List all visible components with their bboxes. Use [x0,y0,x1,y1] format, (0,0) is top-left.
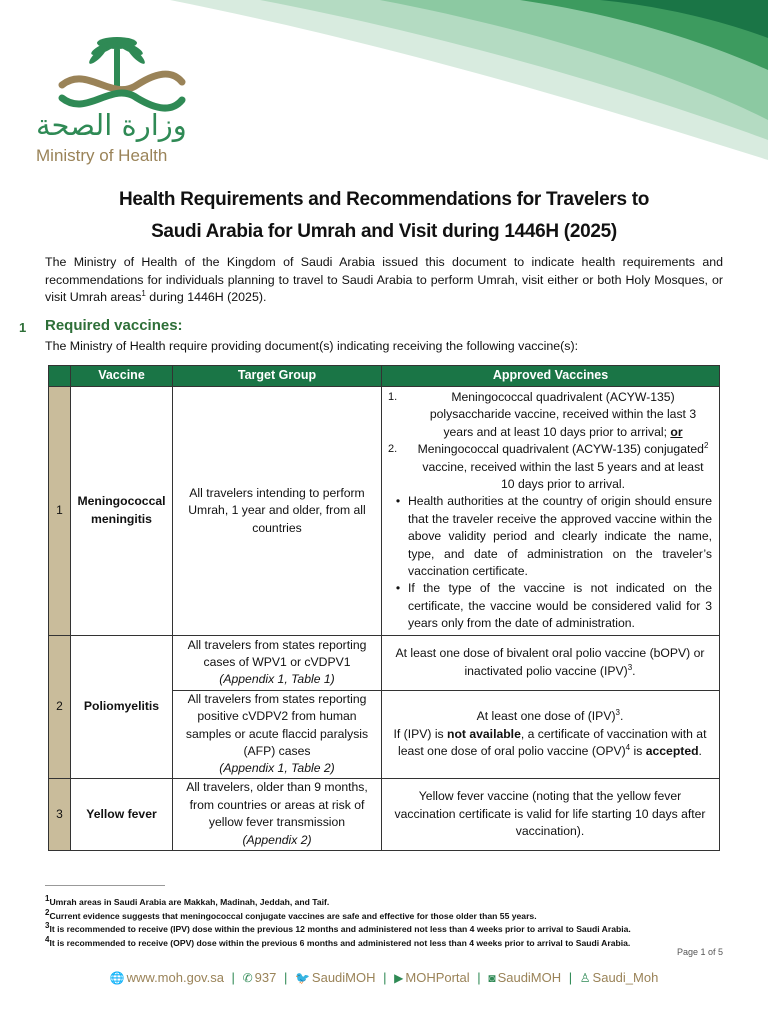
target-group: All travelers from states reporting cases of WPV1 or cVDPV1 (Appendix 1, Table 1) [173,635,382,690]
approved-vaccines: At least one dose of (IPV)$^3$. If (IPV) is not available, a certificate of vaccination with at least one dose of oral polio vaccine (OPV)$^4$ is accepted. [382,690,720,778]
twitter-icon: 🐦 [294,971,310,985]
list-item: • If the type of the vaccine is not indicated on the certificate, the vaccine would be considered valid for 3 years only from the date of administration. [395,581,712,631]
header-approved-vaccines: Approved Vaccines [382,366,720,387]
vaccine-requirements-table [48,365,720,851]
footnote: $^1$Umrah areas in Saudi Arabia are Makkah, Madinah, Jeddah, and Taif. [45,894,330,907]
approved-vaccines: At least one dose of bivalent oral polio vaccine (bOPV) or inactivated polio vaccine (IPV)$^3$. [382,635,720,690]
row-number: 3 [49,778,71,850]
globe-icon: 🌐 [109,971,125,985]
table-header-row [49,366,720,387]
vaccine-name: Poliomyelitis [71,635,173,778]
phone-icon: ✆ [242,971,253,985]
logo-english-text: Ministry of Health [36,146,168,165]
snapchat-icon: ♙ [579,971,591,985]
footnote: $^2$Current evidence suggests that meningococcal conjugate vaccines are safe and effective for those older than 55 years. [45,907,537,921]
target-group: All travelers intending to perform Umrah, 1 year and older, from all countries [173,387,382,636]
table-row [49,635,720,690]
row-number: 1 [49,387,71,636]
logo-arabic-text: وزارة الصحة [36,108,187,142]
footnote: $^4$It is recommended to receive (OPV) dose within the previous 6 months and administered not less than 4 weeks prior to arrival to Saudi Arabia. [45,934,631,948]
list-item: 2. Meningococcal quadrivalent (ACYW-135) conjugated$^2$ vaccine, received within the last 5 years and at least 10 days prior to arrival. [388,441,709,492]
header-number-cell [49,366,71,387]
row-number: 2 [49,635,71,778]
intro-paragraph: The Ministry of Health of the Kingdom of Saudi Arabia issued this document to indicate health requirements and recommendations for individuals planning to travel to Saudi Arabia to perform Umrah, visit either or both Holy Mosques, or visit Umrah areas$^1$ during 1446H (2025). [45,255,723,304]
document-title-line1: Health Requirements and Recommendations for Travelers to [118,189,650,210]
footnote: $^3$It is recommended to receive (IPV) dose within the previous 12 months and administered not less than 4 weeks prior to arrival to Saudi Arabia. [45,921,631,934]
phone-number[interactable]: 937 [254,970,277,985]
document-title-line2: Saudi Arabia for Umrah and Visit during 1446H (2025) [151,221,617,242]
table-row [49,387,720,636]
page-number: Page 1 of 5 [676,947,723,957]
website-link[interactable]: www.moh.gov.sa [126,970,224,985]
twitter-handle[interactable]: SaudiMOH [311,970,376,985]
approved-vaccines: Yellow fever vaccine (noting that the yellow fever vaccination certificate is valid for life starting 10 days after vaccination). [382,778,720,850]
instagram-icon: ◙ [488,971,496,985]
list-item: • Health authorities at the country of origin should ensure that the traveler receive the approved vaccine within the above validity period and clearly indicate the name, type, and date of administration on the traveler’s vaccination certificate. [395,494,712,579]
section-number: 1 [19,320,27,335]
footnote-divider [45,885,165,886]
section-description: The Ministry of Health require providing document(s) indicating receiving the following vaccine(s): [45,339,579,353]
table-row [49,778,720,850]
vaccine-name: Yellow fever [71,778,173,850]
header-vaccine: Vaccine [71,366,173,387]
youtube-handle[interactable]: MOHPortal [405,970,470,985]
youtube-icon: ▶ [394,971,404,985]
header-target-group: Target Group [173,366,382,387]
section-title: Required vaccines: [45,317,183,334]
target-group: All travelers from states reporting positive cVDPV2 from human samples or acute flaccid paralysis (AFP) cases (Appendix 1, Table 2) [173,690,382,778]
approved-vaccines [382,387,720,636]
vaccine-name: Meningococcal meningitis [71,387,173,636]
footnotes [45,896,631,950]
footer-contacts: 🌐 www.moh.gov.sa | ✆ 937 | 🐦 SaudiMOH | ▶ MOHPortal | ◙ SaudiMOH | ♙ Saudi_Moh [109,970,659,985]
list-item: 1. Meningococcal quadrivalent (ACYW-135) polysaccharide vaccine, received within the last 3 years and at least 10 days prior to arrival; or [388,390,697,439]
snapchat-handle[interactable]: Saudi_Moh [592,970,659,985]
target-group: All travelers, older than 9 months, from countries or areas at risk of yellow fever transmission (Appendix 2) [173,778,382,850]
instagram-handle[interactable]: SaudiMOH [497,970,562,985]
